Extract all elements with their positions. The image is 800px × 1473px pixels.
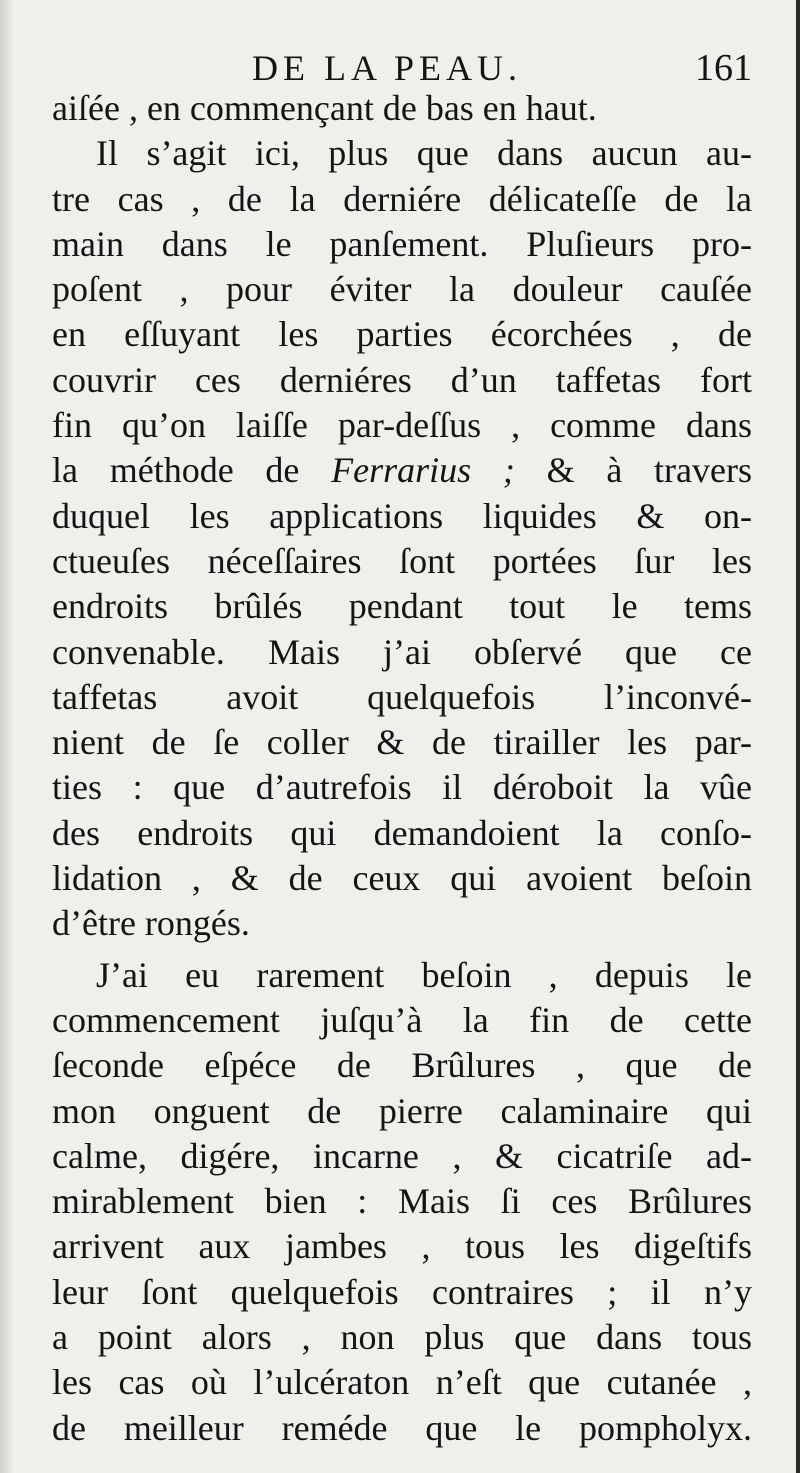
text-line: Il s’agit ici, plus que dans aucun au- xyxy=(96,133,752,174)
text-segment: la méthode de xyxy=(52,450,300,491)
text-line: commencement juſqu’à la fin de cette xyxy=(52,999,752,1040)
text-line: calme, digére, incarne , & cicatriſe ad- xyxy=(52,1135,752,1176)
text-line: poſent , pour éviter la douleur cauſée xyxy=(52,269,752,310)
text-line: des endroits qui demandoient la conſo- xyxy=(52,812,752,853)
text-line: convenable. Mais j’ai obſervé que ce xyxy=(52,631,752,672)
text-line: arrivent aux jambes , tous les digeſtifs xyxy=(52,1226,752,1267)
text-line: en eſſuyant les parties écorchées , de xyxy=(52,314,752,355)
body-text xyxy=(52,86,752,1451)
text-line: fin qu’on laiſſe par-deſſus , comme dans xyxy=(52,405,752,446)
text-line: duquel les applications liquides & on- xyxy=(52,495,752,536)
text-line: taffetas avoit quelquefois l’inconvé- xyxy=(52,676,752,717)
text-line: endroits brûlés pendant tout le tems xyxy=(52,586,752,627)
text-line: de meilleur reméde que le pompholyx. xyxy=(52,1407,752,1448)
text-line: main dans le panſement. Pluſieurs pro- xyxy=(52,223,752,264)
text-segment: & à travers xyxy=(546,450,752,491)
text-line: leur ſont quelquefois contraires ; il n’y xyxy=(52,1271,752,1312)
text-line: aiſée , en commençant de bas en haut. xyxy=(52,88,597,128)
text-line: ctueuſes néceſſaires ſont portées ſur les xyxy=(52,540,752,581)
text-line: mirablement bien : Mais ſi ces Brûlures xyxy=(52,1181,752,1222)
page-number: 161 xyxy=(695,47,752,89)
text-line: J’ai eu rarement beſoin , depuis le xyxy=(96,954,752,995)
text-line: couvrir ces derniéres d’un taffetas fort xyxy=(52,359,752,400)
text-line: nient de ſe coller & de tirailler les par- xyxy=(52,722,752,763)
text-line: lidation , & de ceux qui avoient beſoin xyxy=(52,858,752,899)
page-gutter-shadow xyxy=(0,0,14,1473)
text-line: a point alors , non plus que dans tous xyxy=(52,1317,752,1358)
text-line: les cas où l’ulcératon n’eſt que cutanée , xyxy=(52,1362,752,1403)
text-line xyxy=(52,448,752,493)
text-line: d’être rongés. xyxy=(52,903,250,944)
text-line: mon onguent de pierre calaminaire qui xyxy=(52,1090,752,1131)
running-head: DE LA PEAU. xyxy=(252,48,522,88)
text-line: tre cas , de la derniére délicateſſe de la xyxy=(52,178,752,219)
text-line: ties : que d’autrefois il déroboit la vûe xyxy=(52,767,752,808)
author-name-italic: Ferrarius ; xyxy=(331,450,515,491)
text-line: ſeconde eſpéce de Brûlures , que de xyxy=(52,1045,752,1086)
